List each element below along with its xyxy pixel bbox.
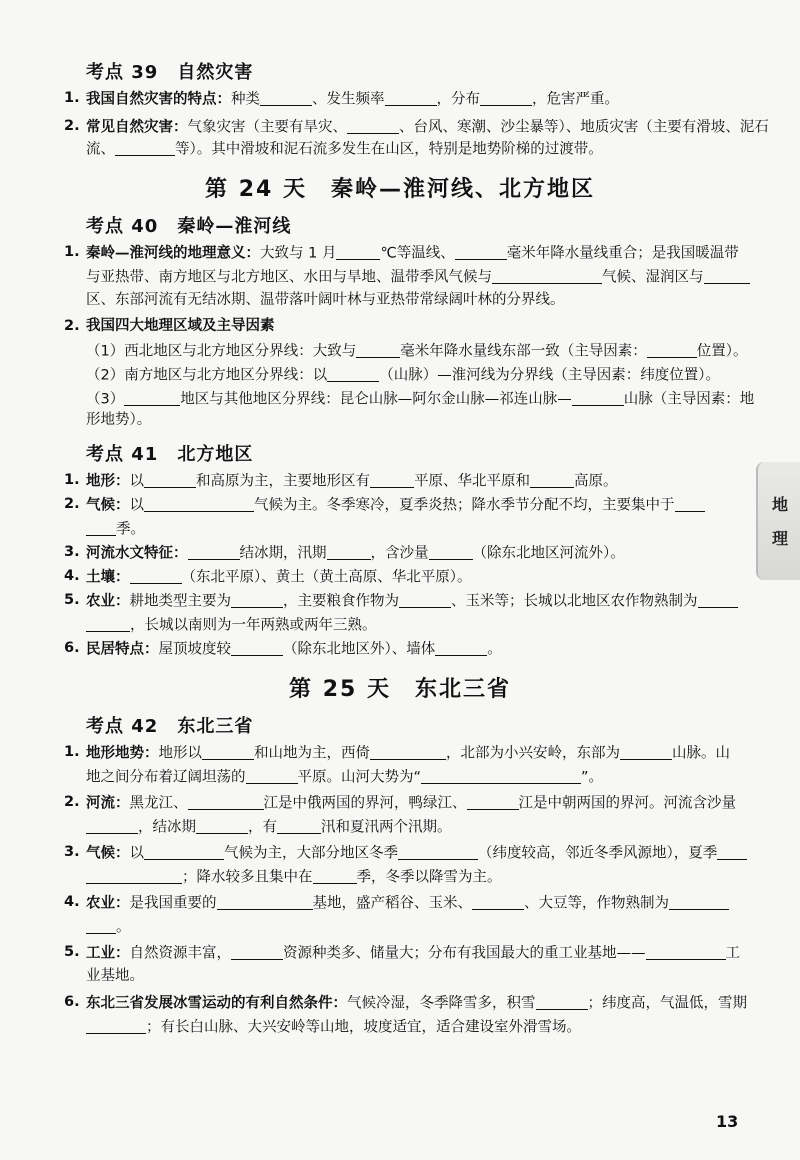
s42-item-4-line-1: 农业：是我国重要的 基地，盛产稻谷、玉米、 、大豆等，作物熟制为 [86,894,729,912]
s40-item-1-line-1: 秦岭—淮河线的地理意义：大致与 1 月 ℃等温线、 毫米年降水量线重合；是我国暖温带 [86,245,739,262]
s39-item-2-line-1: 常见自然灾害：气象灾害（主要有旱灾、 、台风、寒潮、沙尘暴等）、地质灾害（主要有滑坡、泥石 [86,119,769,136]
item-number: 2. [64,318,80,334]
s41-item-2-line-1: 气候：以 气候为主。冬季寒冷，夏季炎热；降水季节分配不均，主要集中于 [86,496,705,514]
item-number: 2. [64,118,80,134]
s41-item-2-line-2: 季。 [86,520,145,538]
s40-item-1-line-3: 区、东部河流有无结冰期、温带落叶阔叶林与亚热带常绿阔叶林的分界线。 [86,292,565,308]
section-title-40: 考点 40 秦岭—淮河线 [86,216,292,237]
item-number: 4. [64,568,80,584]
page-number: 13 [716,1112,739,1131]
s39-item-2-line-2: 流、 等）。其中滑坡和泥石流多发生在山区，特别是地势阶梯的过渡带。 [86,141,603,158]
day-24-title: 第 24 天 秦岭—淮河线、北方地区 [205,177,595,202]
s40-item-2-line-c: （3） 地区与其他地区分界线：昆仑山脉—阿尔金山脉—祁连山脉— 山脉（主导因素：地 [86,391,755,408]
item-number: 1. [64,744,80,760]
s40-item-2-line-b: （2）南方地区与北方地区分界线：以 （山脉）—淮河线为分界线（主导因素：纬度位置）。 [86,367,720,384]
item-number: 5. [64,592,80,608]
s41-item-6: 民居特点：屋顶坡度较 （除东北地区外）、墙体 。 [86,641,502,658]
s41-item-5-line-2: ，长城以南则为一年两熟或两年三熟。 [86,616,377,634]
s41-item-5-line-1: 农业：耕地类型主要为 ，主要粮食作物为 、玉米等；长城以北地区农作物熟制为 [86,592,738,610]
s42-item-1-line-2: 地之间分布着辽阔坦荡的 平原。山河大势为“ ”。 [86,769,604,786]
item-number: 6. [64,640,80,656]
s42-item-1-line-1: 地形地势：地形以 和山地为主，西倚 ，北部为小兴安岭，东部为 山脉。山 [86,745,730,762]
s40-item-1-line-2: 与亚热带、南方地区与北方地区、水田与旱地、温带季风气候与 气候、湿润区与 [86,268,750,286]
s41-item-3: 河流水文特征： 结冰期，汛期 ，含沙量 （除东北地区河流外）。 [86,545,625,562]
s42-item-2-line-1: 河流：黑龙江、 江是中俄两国的界河，鸭绿江、 江是中朝两国的界河。河流含沙量 [86,795,736,812]
item-number: 3. [64,544,80,560]
s40-item-2-line-c2: 形地势）。 [86,412,152,428]
item-number: 1. [64,244,80,260]
s42-item-6-line-2: ；有长白山脉、大兴安岭等山地，坡度适宜，适合建设室外滑雪场。 [86,1018,581,1036]
s40-item-2-line-a: （1）西北地区与北方地区分界线：大致与 毫米年降水量线东部一致（主导因素： 位置）。 [86,343,748,360]
s42-item-5-line-2: 业基地。 [86,968,144,984]
item-number: 5. [64,944,80,960]
s39-item-1: 我国自然灾害的特点：种类 、发生频率 ，分布 ，危害严重。 [86,91,619,108]
s40-item-2-head: 我国四大地理区域及主导因素 [86,318,275,334]
side-tab-char-1: 地 [771,495,788,514]
item-number: 1. [64,472,80,488]
section-title-39: 考点 39 自然灾害 [86,62,254,83]
day-25-title: 第 25 天 东北三省 [289,677,511,702]
s42-item-4-line-2: 。 [86,918,131,936]
subject-side-tab [756,462,800,580]
s41-item-1: 地形：以 和高原为主，主要地形区有 平原、华北平原和 高原。 [86,473,618,490]
s42-item-3-line-1: 气候：以 气候为主，大部分地区冬季 （纬度较高，邻近冬季风源地），夏季 [86,844,747,862]
section-title-41: 考点 41 北方地区 [86,444,254,465]
s42-item-5-line-1: 工业：自然资源丰富， 资源种类多、储量大；分布有我国最大的重工业基地—— 工 [86,945,740,962]
item-number: 2. [64,496,80,512]
s42-item-3-line-2: ；降水较多且集中在 季，冬季以降雪为主。 [86,868,502,886]
side-tab-char-2: 理 [771,529,788,548]
item-number: 2. [64,794,80,810]
s41-item-4: 土壤： （东北平原）、黄土（黄土高原、华北平原）。 [86,569,472,586]
s42-item-2-line-2: ，结冰期 ，有 汛和夏汛两个汛期。 [86,818,452,836]
section-title-42: 考点 42 东北三省 [86,716,254,737]
item-number: 6. [64,994,80,1010]
item-number: 4. [64,894,80,910]
s42-item-6-line-1: 东北三省发展冰雪运动的有利自然条件：气候冷湿，冬季降雪多，积雪 ；纬度高，气温低，雪期 [86,995,747,1012]
item-number: 3. [64,844,80,860]
item-number: 1. [64,90,80,106]
